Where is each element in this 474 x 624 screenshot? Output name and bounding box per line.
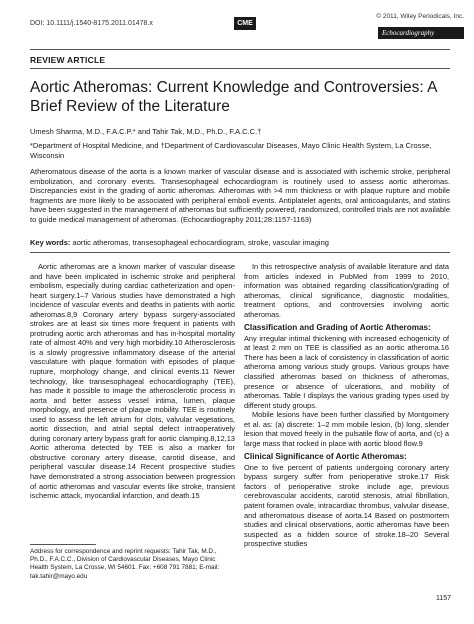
authors: Umesh Sharma, M.D., F.A.C.P.* and Tahir Tak, M.D., Ph.D., F.A.C.C.† — [30, 127, 262, 136]
section-label: REVIEW ARTICLE — [30, 55, 106, 65]
abstract-rule — [30, 252, 450, 253]
keywords — [30, 238, 450, 247]
right-column — [244, 262, 449, 549]
copyright-text: © 2011, Wiley Periodicals, Inc. — [376, 13, 464, 20]
section-rule — [30, 68, 450, 69]
heading-classification: Classification and Grading of Aortic Atheromas: — [244, 323, 431, 333]
keywords-list: aortic atheromas, transesophageal echocardiogram, stroke, vascular imaging — [72, 238, 329, 247]
left-column — [30, 262, 235, 501]
affiliation: *Department of Hospital Medicine, and †Department of Cardiovascular Diseases, Mayo Clinic Health System, La Crosse, Wisconsin — [30, 141, 432, 160]
correspondence-footnote: Address for correspondence and reprint requests: Tahir Tak, M.D., Ph.D., F.A.C.C., Division of Cardiovascular Diseases, Mayo Clinic Health System, La Crosse, WI 54601. Fax: +608 791 7881; E-mail: tak.tahir@mayo.edu — [30, 548, 220, 580]
doi-text: DOI: 10.1111/j.1540-8175.2011.01478.x — [30, 20, 153, 27]
article-title: Aortic Atheromas: Current Knowledge and Controversies: A Brief Review of the Literature — [30, 79, 437, 115]
abstract: Atheromatous disease of the aorta is a known marker of vascular disease and is associated with ischemic stroke, peripheral embolization, and coronary events. Transesophageal echocardiogram is routinely used to assess aortic atheromas. Discrepancies exist in the grading of aortic atheromas. Atheromas with >4 mm thickness or with plaque rupture and mobile fragments are more likely to be associated with peripheral emboli events. Antiplatelet agents, oral anticoagulants, and statins have been suggested in the management of atheromas but sufficiently powered, randomized, controlled trials are not available to guide medical management of atheromas. (Echocardiography 2011;28:1157-1163) — [30, 167, 450, 224]
header-rule — [30, 49, 450, 50]
heading-clinical-significance: Clinical Significance of Aortic Atheromas: — [244, 452, 407, 462]
classification-paragraph-2: Mobile lesions have been further classified by Montgomery et al. as: (a) discrete: 1–2 mm mobile lesion, (b) long, slender lesion that moved freely in the pulsatile flow of aorta, and (c) a large mass that rocked in place with aortic blood flow.9 — [244, 410, 449, 448]
page-number: 1157 — [435, 595, 451, 602]
methods-paragraph: In this retrospective analysis of available literature and data from articles indexed in PubMed from 1999 to 2010, information was obtained regarding classification/grading of atheromas, clinical significance, diagnostic modalities, treatment options, and controversies involving aortic atheromas. — [244, 262, 449, 319]
intro-paragraph: Aortic atheromas are a known marker of vascular disease and have been implicated in ischemic stroke and peripheral embolism, especially during cardiac catheterization and open-heart surgery.1–7 Various studies have demonstrated a high incidence of vascular events and deaths in patients with aortic atheromas.8,9 Coronary artery bypass surgery-associated strokes are at least six times more frequent in patients with protruding aortic arch atheromas and has in-hospital mortality rate of almost 40% and very high morbidity.10 Atherosclerosis is a slowly progressive inflammatory disease of the arterial vasculature with plaque formation with episodes of plaque rupture, morphology change, and clinical events.11 Newer technology, like transesophageal echocardiography (TEE), has made it possible to image the atherosclerotic process in aorta and better assess vessel intima, lumen, plaque morphology, and presence of plaque mobility. TEE is routinely used to assess the left atrium for clots, valvular vegetations, aortic dissection, and atrial septal defect intraoperatively during coronary artery bypass graft for aortic clamping.8,12,13 Aortic atheroma detected by TEE is also a marker for obstructive coronary artery disease, carotid disease, and peripheral vascular disease.14 Recent prospective studies have demonstrated a strong association between progression of aortic atheromas and vascular events like stroke, transient ischemic attack, myocardial infarction, and death.15 — [30, 262, 235, 501]
clinical-significance-paragraph: One to five percent of patients undergoing coronary artery bypass surgery suffer from perioperative stroke.17 Risk factors of perioperative stroke include age, previous cerebrovascular accidents, carotid stenosis, atrial fibrillation, patent foramen ovale, intracardiac thrombus, valvular disease, and atheromatous disease of aorta.14 Based on postmortem studies and clinical observations, aortic atheromas have been suspected as a hidden source of stroke.18–20 Several prospective studies — [244, 462, 449, 549]
keywords-label: Key words: — [30, 238, 71, 247]
footnote-rule — [30, 544, 96, 545]
classification-paragraph-1: Any irregular intimal thickening with increased echogenicity of at least 2 mm on TEE is classified as an aortic atheroma.16 There has been a lack of consistency in classification of aortic atheroma among various study groups. Various groups have classified atheromas based on thickness of atheromas, presence or absence of ulcerations, and mobility of atheromas. Table I displays the various grading types used by different study groups. — [244, 333, 449, 410]
cme-badge: CME — [234, 17, 256, 30]
journal-name-bar: Echocardiography — [378, 27, 464, 39]
